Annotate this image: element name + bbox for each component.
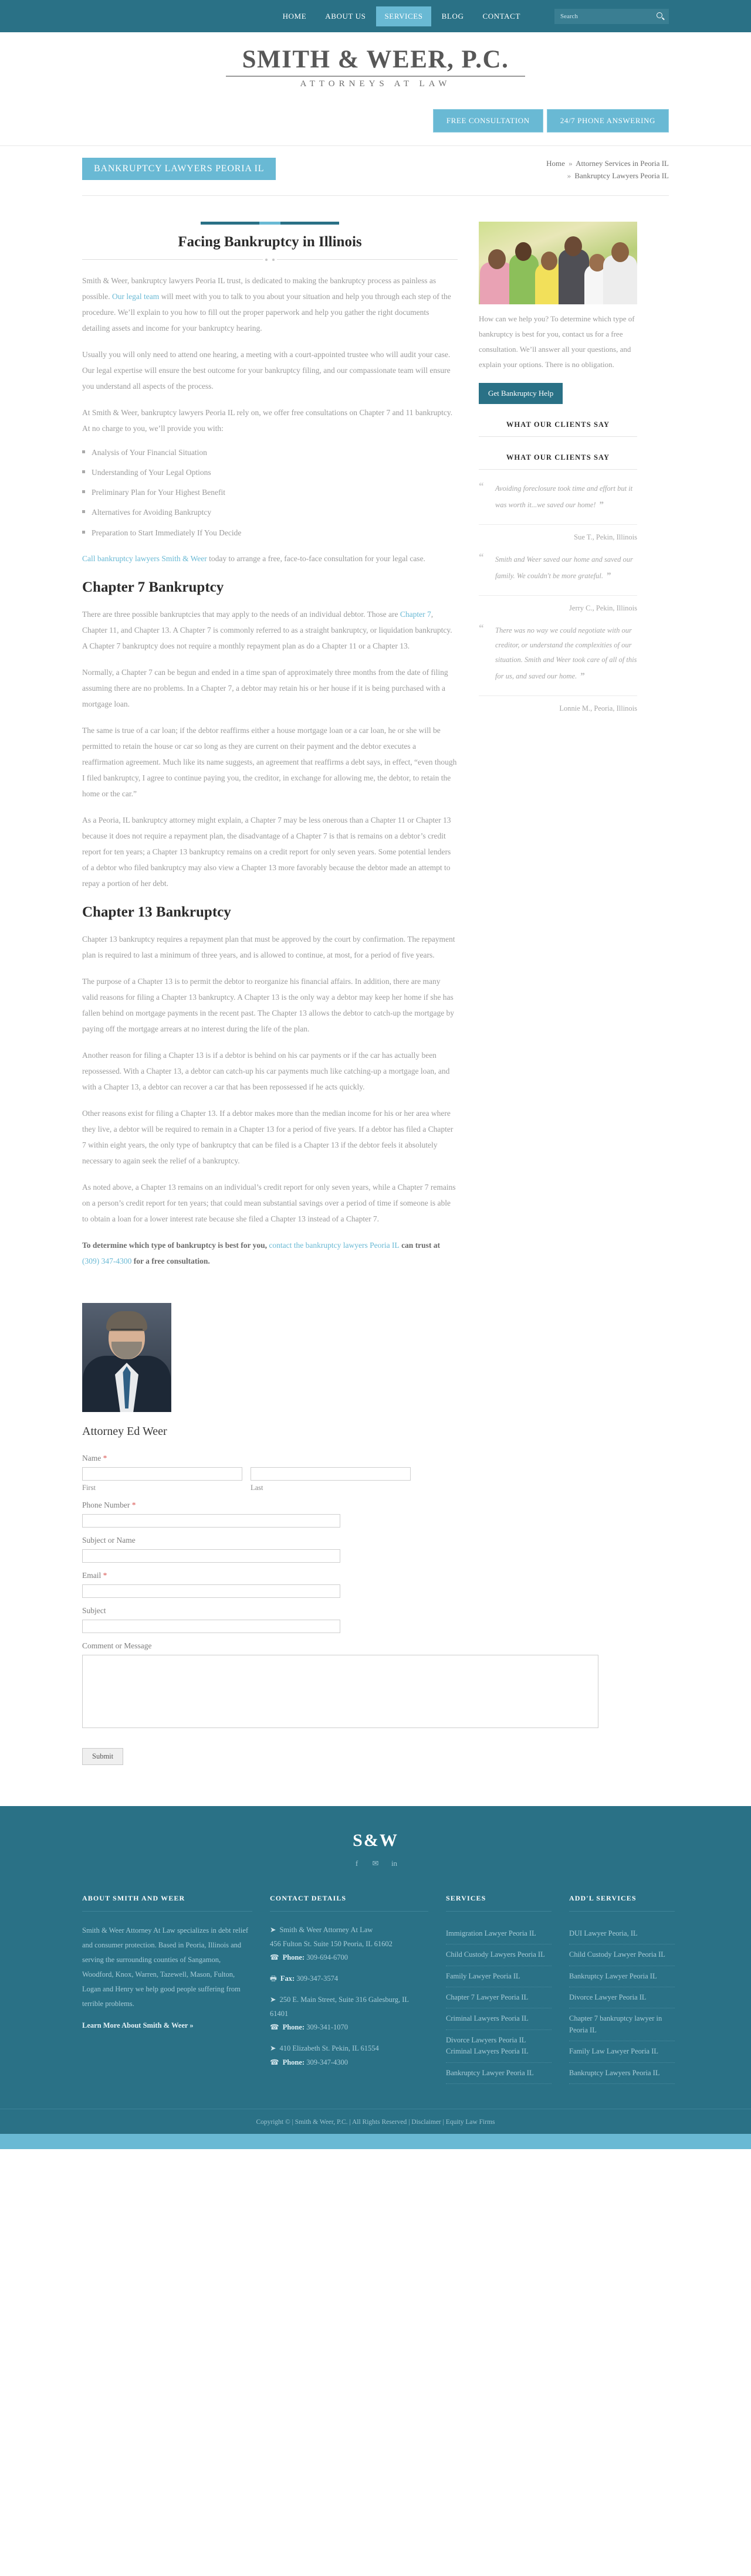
phone-answering-button[interactable]: 24/7 PHONE ANSWERING [547, 109, 669, 133]
footer-addl-service-link[interactable]: Chapter 7 bankruptcy lawyer in Peoria IL [569, 2014, 662, 2034]
intro-paragraph-1 [82, 273, 458, 336]
phone-label: Phone: [282, 1953, 305, 1962]
social-links [0, 1851, 751, 1872]
intro-paragraph-2: Usually you will only need to attend one hearing, a meeting with a court-appointed trustee who will audit your case. Our legal expertise will ensure the best outcome for your bankruptcy filing, and our compassionate team will ensure you understand all aspects of the process. [82, 349, 451, 391]
closing-paragraph [82, 1237, 458, 1269]
attorney-and-form-section [82, 1279, 669, 1788]
chapter7-paragraph-2: Normally, a Chapter 7 can be begun and ended in a time span of approximately three months from the date of filing assuming there are no problems. In a Chapter 7, a debtor may retain his or her house if it is being purchased with a mortgage loan. [82, 667, 448, 708]
list-item [446, 1987, 552, 2008]
ch7-p1-part-b: , Chapter 11, and Chapter 13. A Chapter 7 is commonly referred to as a straight bankruptcy, or liquidation bankruptcy. A Chapter 7 bankruptcy does not require a monthly repayment plan as do a Chapter 11 or a Chapter 13. [82, 609, 452, 650]
widget-divider-2 [479, 469, 637, 470]
quote-open-icon: “ [479, 622, 484, 633]
footer-title-divider [270, 1911, 428, 1912]
location-icon: ➤ [270, 1995, 276, 2004]
attorney-photo [82, 1303, 171, 1412]
logo-title: SMITH & WEER, P.C. [242, 46, 509, 73]
name-label-text: Name [82, 1453, 102, 1462]
footer-contact-title: CONTACT DETAILS [270, 1893, 347, 1902]
closing-end-text: for a free consultation. [131, 1256, 210, 1265]
breadcrumb-parent[interactable]: Attorney Services in Peoria IL [576, 159, 669, 168]
fax-label: Fax: [280, 1974, 295, 1983]
search-box[interactable] [554, 9, 669, 24]
intro-paragraph-3: At Smith & Weer, bankruptcy lawyers Peoria IL rely on, we offer free consultations on Chapter 7 and 11 bankruptcy. At no charge to you, we’ll provide you with: [82, 408, 453, 433]
phone-value[interactable]: 309-347-4300 [306, 2058, 349, 2066]
call-bankruptcy-lawyers-link[interactable]: Call bankruptcy lawyers Smith & Weer [82, 554, 207, 563]
location-icon: ➤ [270, 2044, 276, 2053]
call-paragraph [82, 551, 458, 566]
page-title: BANKRUPTCY LAWYERS PEORIA IL [82, 158, 276, 180]
name-field-group [82, 1454, 669, 1492]
site-logo-band [0, 32, 751, 94]
quote-close-icon: ” [607, 571, 611, 581]
testimonial-author: Sue T., Pekin, Illinois [479, 524, 637, 542]
testimonial-author: Lonnie M., Peoria, Illinois [479, 695, 637, 713]
family-photo [479, 222, 637, 304]
widget-divider-1 [479, 436, 637, 437]
chapter-7-heading: Chapter 7 Bankruptcy [82, 579, 224, 595]
testimonial-quote [479, 481, 637, 514]
phone-field-group [82, 1501, 669, 1528]
breadcrumb-separator-icon: » [569, 159, 573, 168]
testimonial-quote-text: Avoiding foreclosure took time and effort but it was worth it...we saved our home! [495, 484, 633, 509]
heading-accent-bars [82, 222, 458, 225]
footer-service-link[interactable]: Child Custody Lawyers Peoria IL [446, 1950, 545, 1959]
breadcrumb-home[interactable]: Home [546, 159, 565, 168]
first-name-sublabel: First [82, 1483, 96, 1492]
contact-form [82, 1454, 669, 1765]
chapter7-paragraph-3: The same is true of a car loan; if the debtor reaffirms either a house mortgage loan or a car loan, he or she will be permitted to retain the house or car so long as they are current on their payment and the debtor executes a reaffirmation agreement. Much like its name suggests, an agreement that reaffirms a debt says, in effect, “even though I filed bankruptcy, I agree to continue paying you, the creditor, in exchange for allowing me, the debtor, to retain the home or the car.” [82, 725, 457, 798]
subject-label: Subject [82, 1606, 106, 1615]
submit-button[interactable]: Submit [82, 1748, 123, 1765]
chapter-13-heading: Chapter 13 Bankruptcy [82, 904, 231, 920]
footer-addl-services-title: ADD'L SERVICES [569, 1893, 637, 1902]
fax-value: 309-347-3574 [296, 1974, 339, 1983]
free-consultation-button[interactable]: FREE CONSULTATION [433, 109, 543, 133]
page-title-band [82, 146, 669, 195]
list-item: Preparation to Start Immediately If You Decide [82, 527, 458, 539]
footer-title-divider [446, 1911, 552, 1912]
copyright-text: Copyright © | Smith & Weer, P.C. | All Rights Reserved | Disclaimer | Equity Law Firms [0, 2109, 751, 2134]
subject-field-group [82, 1606, 669, 1633]
footer-services-list [446, 1923, 552, 2084]
get-bankruptcy-help-button[interactable]: Get Bankruptcy Help [479, 383, 563, 404]
phone-icon: ☎ [270, 1953, 279, 1962]
footer-brand [0, 1806, 751, 1878]
subject-or-name-field-group [82, 1536, 669, 1563]
chapter13-paragraph-1: Chapter 13 bankruptcy requires a repayment plan that must be approved by the court by confirmation. The repayment plan is required to last a minimum of three years, and is allowed to continue, at most, for a period of five years. [82, 934, 455, 959]
nav-item-about-us[interactable]: ABOUT US [325, 11, 366, 21]
list-item [446, 2030, 552, 2063]
contact-line1: 250 E. Main Street, Suite 316 Galesburg, IL [279, 1995, 410, 2004]
list-item [446, 1923, 552, 1944]
comment-label: Comment or Message [82, 1641, 152, 1650]
learn-more-link[interactable]: Learn More About Smith & Weer » [82, 2021, 194, 2029]
footer-about-title: ABOUT SMITH AND WEER [82, 1893, 185, 1902]
footer-addl-service-link[interactable]: Child Custody Lawyer Peoria IL [569, 1950, 665, 1959]
phone-label: Phone: [282, 2058, 305, 2066]
list-item [446, 2063, 552, 2084]
list-item [569, 1923, 675, 1944]
email-label-text: Email [82, 1570, 102, 1580]
footer-service-link[interactable]: Criminal Lawyers Peoria IL [446, 2014, 529, 2023]
chapter13-paragraph-3: Another reason for filing a Chapter 13 is if a debtor is behind on his car payments or if the car has actually been repossessed. With a Chapter 13, a debtor can catch-up his car payments much like catching-up a mortgage loan, and with a Chapter 13, a debtor can recover a car that has been repossessed if he acts quickly. [82, 1050, 450, 1091]
chapter13-paragraph-5: As noted above, a Chapter 13 remains on an individual’s credit report for only seven years, while a Chapter 7 remains on a person’s credit report for ten years; that could mean substantial savings over a period of time if someone is able to obtain a loan for a lower interest rate because she filed a Chapter 13 instead of a Chapter 7. [82, 1182, 456, 1223]
footer-addl-service-link[interactable]: Divorce Lawyer Peoria IL [569, 1993, 647, 2002]
ch7-p1-part-a: There are three possible bankruptcies that may apply to the needs of an individual debtor. Those are [82, 609, 400, 619]
list-item: Analysis of Your Financial Situation [82, 447, 458, 459]
footer-addl-services-column [569, 1894, 675, 2084]
required-asterisk-icon: * [103, 1570, 107, 1580]
phone-label-text: Phone Number [82, 1500, 130, 1509]
phone-input[interactable] [82, 1514, 340, 1528]
first-name-input[interactable] [82, 1467, 242, 1481]
nav-item-blog[interactable]: BLOG [441, 11, 464, 21]
contact-line1: Smith & Weer Attorney At Law [279, 1925, 373, 1934]
chapter13-paragraph-4: Other reasons exist for filing a Chapter 13. If a debtor makes more than the median income for his or her area where they live, a debtor will be required to remain in a Chapter 13 for a period of five years. If a debtor has filed a Chapter 7 within eight years, the only type of bankruptcy that can be filed is a Chapter 13 if the debtor feels it absolutely necessary to again seek the relief of a bankruptcy. [82, 1108, 454, 1165]
list-item: Alternatives for Avoiding Bankruptcy [82, 507, 458, 518]
name-label [82, 1454, 669, 1463]
nav-item-home[interactable]: HOME [282, 11, 307, 21]
fax-icon: 🖶 [270, 1974, 277, 1983]
phone-label [82, 1501, 669, 1510]
list-item [569, 1966, 675, 1987]
phone-number-link[interactable]: (309) 347-4300 [82, 1256, 132, 1265]
quote-open-icon: “ [479, 480, 484, 491]
required-asterisk-icon: * [131, 1500, 136, 1509]
phone-icon: ☎ [270, 2058, 279, 2066]
contact-item [270, 1993, 428, 2035]
list-item: Understanding of Your Legal Options [82, 467, 458, 478]
footer-addl-service-link[interactable]: Bankruptcy Lawyers Peoria IL [569, 2068, 660, 2077]
breadcrumb-current: Bankruptcy Lawyers Peoria IL [574, 171, 669, 180]
footer-title-divider [82, 1911, 252, 1912]
testimonial-item [479, 473, 637, 544]
attorney-name: Attorney Ed Weer [82, 1424, 167, 1438]
chapter13-paragraph-2: The purpose of a Chapter 13 is to permit the debtor to reorganize his financial affairs. In addition, there are many valid reasons for filing a Chapter 13 bankruptcy. A Chapter 13 is the only way a debtor may keep her home if she has fallen behind on mortgage payments in the recent past. The Chapter 13 allows the debtor to catch-up the mortgage by paying off the mortgage arrears at no interest during the life of the plan. [82, 976, 455, 1033]
main-navigation [275, 0, 531, 32]
phone-icon: ☎ [270, 2023, 279, 2032]
footer-services-column [446, 1894, 552, 2084]
footer-columns [82, 1878, 669, 2109]
contact-line2: 61401 [270, 2009, 289, 2018]
footer-bottom-strip [0, 2134, 751, 2149]
nav-item-contact[interactable]: CONTACT [482, 11, 520, 21]
last-name-sublabel: Last [251, 1483, 263, 1492]
footer-service-link[interactable]: Family Lawyer Peoria IL [446, 1971, 520, 1980]
list-item [569, 1944, 675, 1966]
required-asterisk-icon: * [103, 1453, 107, 1462]
list-item [446, 2008, 552, 2029]
logo-subtitle: ATTORNEYS AT LAW [300, 79, 451, 89]
list-item: Preliminary Plan for Your Highest Benefit [82, 487, 458, 498]
contact-item [270, 2042, 428, 2070]
testimonial-quote [479, 623, 637, 685]
testimonials-widget-title-1: WHAT OUR CLIENTS SAY [506, 420, 610, 429]
footer-logo: S&W [353, 1830, 398, 1850]
heading-dot-divider [82, 259, 458, 261]
footer-service-link[interactable]: Bankruptcy Lawyer Peoria IL [446, 2068, 534, 2077]
list-item [569, 2008, 675, 2041]
section-header [82, 222, 458, 261]
list-item [569, 2063, 675, 2084]
footer-about-column [82, 1894, 252, 2084]
testimonial-author: Jerry C., Pekin, Illinois [479, 595, 637, 613]
contact-bankruptcy-lawyers-link[interactable]: contact the bankruptcy lawyers Peoria IL [269, 1240, 400, 1250]
chapter7-paragraph-1 [82, 606, 458, 654]
site-footer [0, 1806, 751, 2134]
quote-close-icon: ” [599, 500, 604, 510]
contact-line1: 410 Elizabeth St. Pekin, IL 61554 [279, 2044, 379, 2053]
article-heading: Facing Bankruptcy in Illinois [178, 233, 362, 250]
footer-service-link[interactable]: Immigration Lawyer Peoria IL [446, 1929, 536, 1937]
phone-label: Phone: [282, 2023, 305, 2032]
our-legal-team-link[interactable]: Our legal team [112, 291, 160, 301]
comment-field-group [82, 1641, 669, 1730]
email-icon[interactable]: ✉ [372, 1858, 379, 1868]
list-item [569, 1987, 675, 2008]
location-icon: ➤ [270, 1925, 276, 1934]
subject-or-name-input[interactable] [82, 1549, 340, 1563]
email-input[interactable] [82, 1584, 340, 1598]
breadcrumb-separator-2-icon: » [567, 171, 571, 180]
search-icon[interactable] [657, 12, 664, 20]
last-name-input[interactable] [251, 1467, 411, 1481]
footer-addl-services-list [569, 1923, 675, 2084]
nav-item-services[interactable]: SERVICES [376, 6, 431, 26]
main-content-column [82, 222, 458, 1279]
closing-mid-text: can trust at [399, 1240, 441, 1250]
top-navigation-bar [0, 0, 751, 32]
quote-open-icon: “ [479, 551, 484, 562]
subject-input[interactable] [82, 1620, 340, 1633]
footer-services-title: SERVICES [446, 1893, 486, 1902]
content-wrapper [82, 196, 669, 1279]
phone-value[interactable]: 309-694-6700 [306, 1953, 349, 1962]
footer-about-text: Smith & Weer Attorney At Law specializes in debt relief and consumer protection. Based in Peoria, Illinois and serving the surrounding counties of Sangamon, Woodford, Knox, Warren, Tazewell, Mason, Fulton, Logan and Henry we help good people suffering from terrible problems. [82, 1926, 249, 2008]
subject-or-name-label: Subject or Name [82, 1535, 136, 1545]
footer-service-link[interactable]: Chapter 7 Lawyer Peoria IL [446, 1993, 529, 2002]
footer-addl-service-link[interactable]: Family Law Lawyer Peoria IL [569, 2047, 659, 2056]
linkedin-icon[interactable]: in [391, 1858, 398, 1868]
footer-contact-column [270, 1894, 428, 2084]
logo-divider [226, 76, 525, 77]
quote-close-icon: ” [580, 671, 585, 681]
testimonial-item [479, 544, 637, 615]
breadcrumb [546, 158, 669, 182]
footer-title-divider [569, 1911, 675, 1912]
intro-p1-part-b: will meet with you to talk to you about your situation and help you through each step of the procedure. We’ll explain to you how to fill out the proper paperwork and help you gather the right documents detailing assets and income for your bankruptcy hearing. [82, 291, 451, 332]
email-field-group [82, 1571, 669, 1598]
testimonials-widget-title-2: WHAT OUR CLIENTS SAY [506, 453, 610, 461]
cta-button-row [82, 94, 669, 145]
sidebar [479, 222, 637, 1279]
closing-bold-text: To determine which type of bankruptcy is best for you, [82, 1240, 269, 1250]
facebook-icon[interactable]: f [355, 1858, 358, 1868]
sidebar-help-text: How can we help you? To determine which type of bankruptcy is best for you, contact us for a free consultation. We’ll answer all your questions, and explain your options. There is no obligation. [479, 314, 635, 369]
contact-item [270, 1923, 428, 1965]
email-label [82, 1571, 669, 1580]
list-item [446, 1944, 552, 1966]
testimonial-item [479, 615, 637, 715]
chapter-7-link[interactable]: Chapter 7 [400, 609, 431, 619]
testimonial-quote-text: There was no way we could negotiate with our creditor, or understand the complexities of our situation. Smith and Weer took care of all of this for us, and saved our home. [495, 626, 637, 680]
search-input[interactable] [559, 9, 657, 23]
testimonial-quote-text: Smith and Weer saved our home and saved our family. We couldn't be more grateful. [495, 555, 633, 580]
chapter7-paragraph-4: As a Peoria, IL bankruptcy attorney might explain, a Chapter 7 may be less onerous than a Chapter 11 or Chapter 13 because it does not require a repayment plan, the disadvantage of a Chapter 7 is that is remains on a debtor’s credit report for ten years; a Chapter 13 bankruptcy remains on a credit report for only seven years. Some potential lenders of a debtor who filed bankruptcy may also view a Chapter 13 more favorably because the debtor made an attempt to repay a portion of her debt. [82, 815, 451, 888]
contact-line2: 456 Fulton St. Suite 150 Peoria, IL 61602 [270, 1939, 393, 1948]
footer-addl-service-link[interactable]: Bankruptcy Lawyer Peoria IL [569, 1971, 657, 1980]
testimonial-quote [479, 552, 637, 585]
contact-item [270, 1972, 428, 1986]
list-item [446, 1966, 552, 1987]
call-paragraph-rest: today to arrange a free, face-to-face consultation for your legal case. [207, 554, 425, 563]
phone-value[interactable]: 309-341-1070 [306, 2023, 349, 2032]
footer-service-link[interactable]: Divorce Lawyers Peoria IL Criminal Lawyers Peoria IL [446, 2035, 529, 2056]
intro-p1-part-a: Smith & Weer, bankruptcy lawyers Peoria IL trust, is dedicated to making the bankruptcy process as painless as possible. [82, 276, 437, 301]
comment-textarea[interactable] [82, 1655, 598, 1728]
footer-addl-service-link[interactable]: DUI Lawyer Peoria, IL [569, 1929, 638, 1937]
free-consultation-list [82, 447, 458, 539]
list-item [569, 2041, 675, 2062]
